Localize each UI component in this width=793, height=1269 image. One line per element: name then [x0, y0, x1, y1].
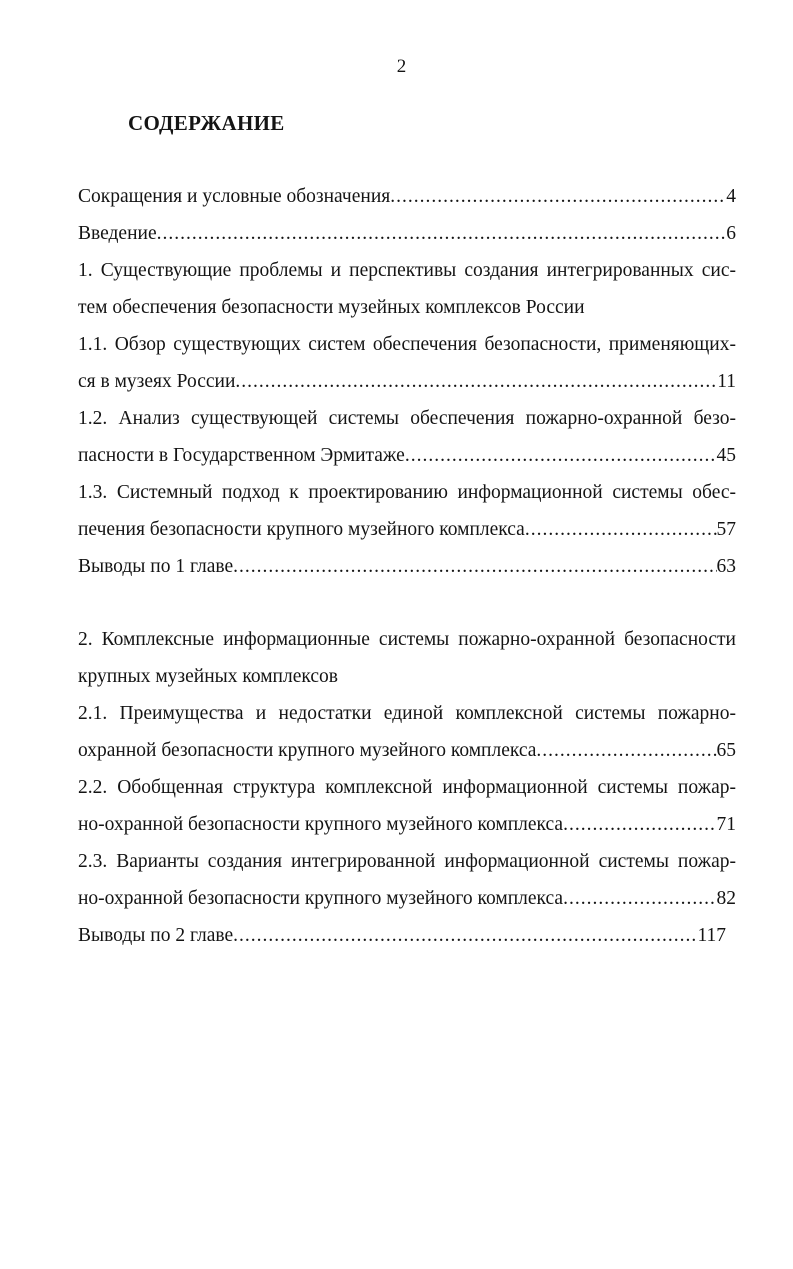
toc-leader-dots	[536, 736, 716, 773]
toc-entry-abbreviations[interactable]	[78, 182, 736, 219]
toc-page-number: 57	[716, 519, 736, 540]
toc-chapter-2-conclusions[interactable]	[78, 921, 726, 958]
toc-leader-dots	[235, 367, 717, 404]
toc-page-number: 4	[726, 186, 736, 207]
toc-entry-label: пасности в Государственном Эрмитаже	[78, 445, 405, 466]
toc-section-1-2-line-1: 1.2. Анализ существующей системы обеспечения пожарно-охранной безо-	[78, 408, 736, 429]
toc-section-1-1-line-1: 1.1. Обзор существующих систем обеспечения безопасности, применяющих-	[78, 334, 736, 355]
toc-leader-dots	[157, 219, 727, 256]
toc-leader-dots	[405, 441, 717, 478]
chapter-spacer	[78, 589, 736, 625]
toc-entry-label: Введение	[78, 223, 157, 244]
toc-chapter-2-title-line-1: 2. Комплексные информационные системы пожарно-охранной безопасности	[78, 629, 736, 650]
toc-page-number: 11	[717, 371, 736, 392]
toc-entry-label: ся в музеях России	[78, 371, 236, 392]
toc-section-1-3-line-1: 1.3. Системный подход к проектированию информационной системы обес-	[78, 482, 736, 503]
toc-chapter-1-title-line-2	[78, 293, 736, 330]
toc-leader-dots	[233, 921, 697, 958]
toc-entry-label: крупных музейных комплексов	[78, 666, 338, 687]
toc-section-2-1[interactable]	[78, 736, 736, 773]
toc-page-number: 6	[726, 223, 736, 244]
toc-leader-dots	[563, 810, 716, 847]
toc-entry-label: печения безопасности крупного музейного комплекса	[78, 519, 525, 540]
toc-page-number: 82	[716, 888, 736, 909]
toc-page-number: 63	[716, 556, 736, 577]
toc-section-2-1-line-1: 2.1. Преимущества и недостатки единой комплексной системы пожарно-	[78, 703, 736, 724]
toc-section-2-2[interactable]	[78, 810, 736, 847]
toc-entry-label: но-охранной безопасности крупного музейного комплекса	[78, 814, 564, 835]
toc-entry-label: Выводы по 1 главе	[78, 556, 234, 577]
toc-section-1-2[interactable]	[78, 441, 736, 478]
toc-page-number: 71	[716, 814, 736, 835]
toc-page-number: 45	[716, 445, 736, 466]
toc-entry-label: но-охранной безопасности крупного музейного комплекса	[78, 888, 564, 909]
toc-page-number: 117	[697, 925, 726, 946]
table-of-contents	[78, 182, 736, 958]
page-title: СОДЕРЖАНИЕ	[128, 111, 285, 135]
toc-section-1-3[interactable]	[78, 515, 736, 552]
toc-section-2-3[interactable]	[78, 884, 736, 921]
toc-section-1-1[interactable]	[78, 367, 736, 404]
toc-leader-dots	[390, 182, 726, 219]
toc-entry-label: Сокращения и условные обозначения	[78, 186, 391, 207]
toc-entry-label: тем обеспечения безопасности музейных комплексов России	[78, 297, 585, 318]
toc-entry-label: Выводы по 2 главе	[78, 925, 234, 946]
toc-leader-dots	[563, 884, 716, 921]
toc-chapter-1-title-line-1: 1. Существующие проблемы и перспективы создания интегрированных сис-	[78, 260, 736, 281]
toc-chapter-1-conclusions[interactable]	[78, 552, 736, 589]
toc-entry-introduction[interactable]	[78, 219, 736, 256]
toc-page-number: 65	[716, 740, 736, 761]
toc-section-2-2-line-1: 2.2. Обобщенная структура комплексной информационной системы пожар-	[78, 777, 736, 798]
page-number: 2	[396, 56, 407, 77]
toc-leader-dots	[233, 552, 716, 589]
toc-leader-dots	[525, 515, 717, 552]
toc-section-2-3-line-1: 2.3. Варианты создания интегрированной информационной системы пожар-	[78, 851, 736, 872]
toc-chapter-2-title-line-2	[78, 662, 736, 699]
toc-entry-label: охранной безопасности крупного музейного комплекса	[78, 740, 537, 761]
